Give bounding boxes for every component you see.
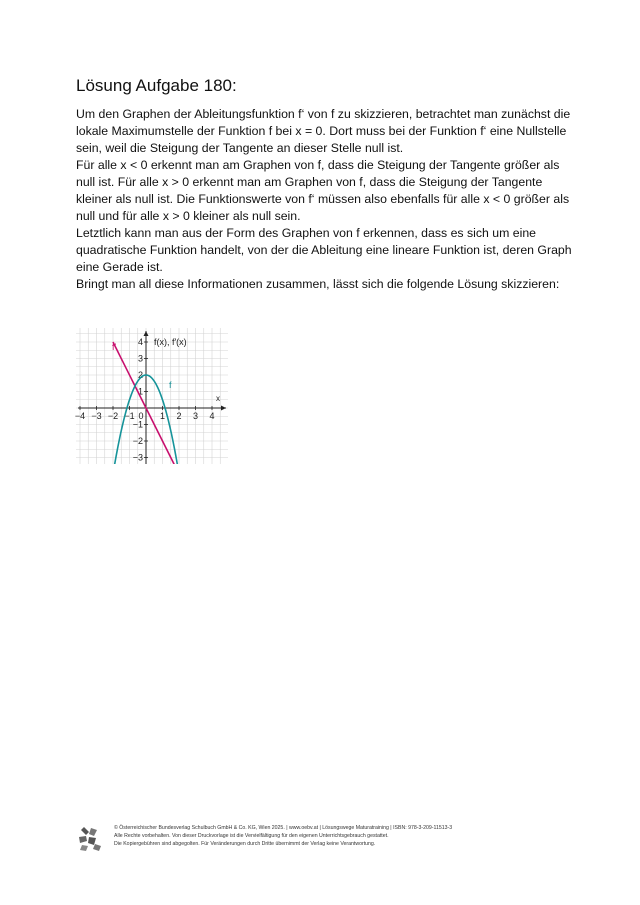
paragraph: Für alle x < 0 erkennt man am Graphen von f, dass die Steigung der Tangente größer als null ist. Für alle x > 0 erkennt man am Graphen von f, dass die Steigung der Tangente kleiner als null ist. Die Funktionswerte von f‘ müssen also ebenfalls für alle x < 0 größer als null und für alle x > 0 kleiner als null sein. (76, 158, 570, 223)
y-tick-label: 1 (137, 386, 143, 397)
publisher-logo-icon (76, 824, 104, 852)
x-tick-label: 3 (192, 411, 199, 421)
grid (76, 328, 228, 464)
x-axis-arrow-icon (221, 406, 226, 411)
x-tick-label: 1 (159, 411, 166, 421)
x-axis-label: x (216, 394, 220, 403)
y-tick-label: 2 (137, 370, 143, 380)
paragraph: Letztlich kann man aus der Form des Graphen von f erkennen, dass es sich um eine quadratische Funktion handelt, von der die Ableitung eine lineare Funktion ist, deren Graph eine Gerade ist. (76, 226, 572, 274)
label-f: f (169, 380, 172, 390)
x-tick-label: 4 (209, 411, 215, 421)
x-tick-label: −1 (124, 411, 135, 421)
x-tick-label: 0 (138, 411, 144, 421)
y-tick-label: −3 (132, 452, 143, 463)
y-tick-label: 3 (137, 353, 143, 364)
footer-line: © Österreichischer Bundesverlag Schulbuch GmbH & Co. KG, Wien 2025. | www.oebv.at | Lösungswege Maturatraining | ISBN: 978-3-209-11513-3 (114, 825, 453, 831)
x-tick-label: −2 (107, 411, 119, 421)
label-f-prime: f′ (112, 342, 117, 352)
y-axis-label: f(x), f′(x) (154, 337, 187, 347)
x-tick-label: −3 (91, 411, 102, 421)
solution-text (76, 106, 576, 293)
footer-line: Die Kopiergebühren sind abgegolten. Für Veränderungen durch Dritte übernimmt der Verlag keine Verantwortung. (114, 841, 376, 847)
y-tick-label: 4 (137, 337, 143, 347)
paragraph: Bringt man all diese Informationen zusammen, lässt sich die folgende Lösung skizzieren: (76, 277, 560, 291)
x-tick-label: −4 (74, 411, 86, 421)
function-graph (76, 328, 228, 464)
paragraph: Um den Graphen der Ableitungsfunktion f‘ von f zu skizzieren, betrachtet man zunächst die lokale Maximumstelle der Funktion f bei x = 0. Dort muss bei der Funktion f‘ eine Nullstelle sein, weil die Steigung der Tangente an dieser Stelle null ist. (76, 107, 571, 155)
footer-line: Alle Rechte vorbehalten. Von dieser Druckvorlage ist die Vervielfältigung für den eigenen Unterrichtsgebrauch gestattet. (114, 833, 389, 839)
page-title: Lösung Aufgabe 180: (76, 76, 237, 95)
x-tick-label: 2 (176, 411, 182, 421)
y-tick-label: −2 (132, 436, 143, 446)
y-tick-label: −1 (132, 419, 143, 430)
